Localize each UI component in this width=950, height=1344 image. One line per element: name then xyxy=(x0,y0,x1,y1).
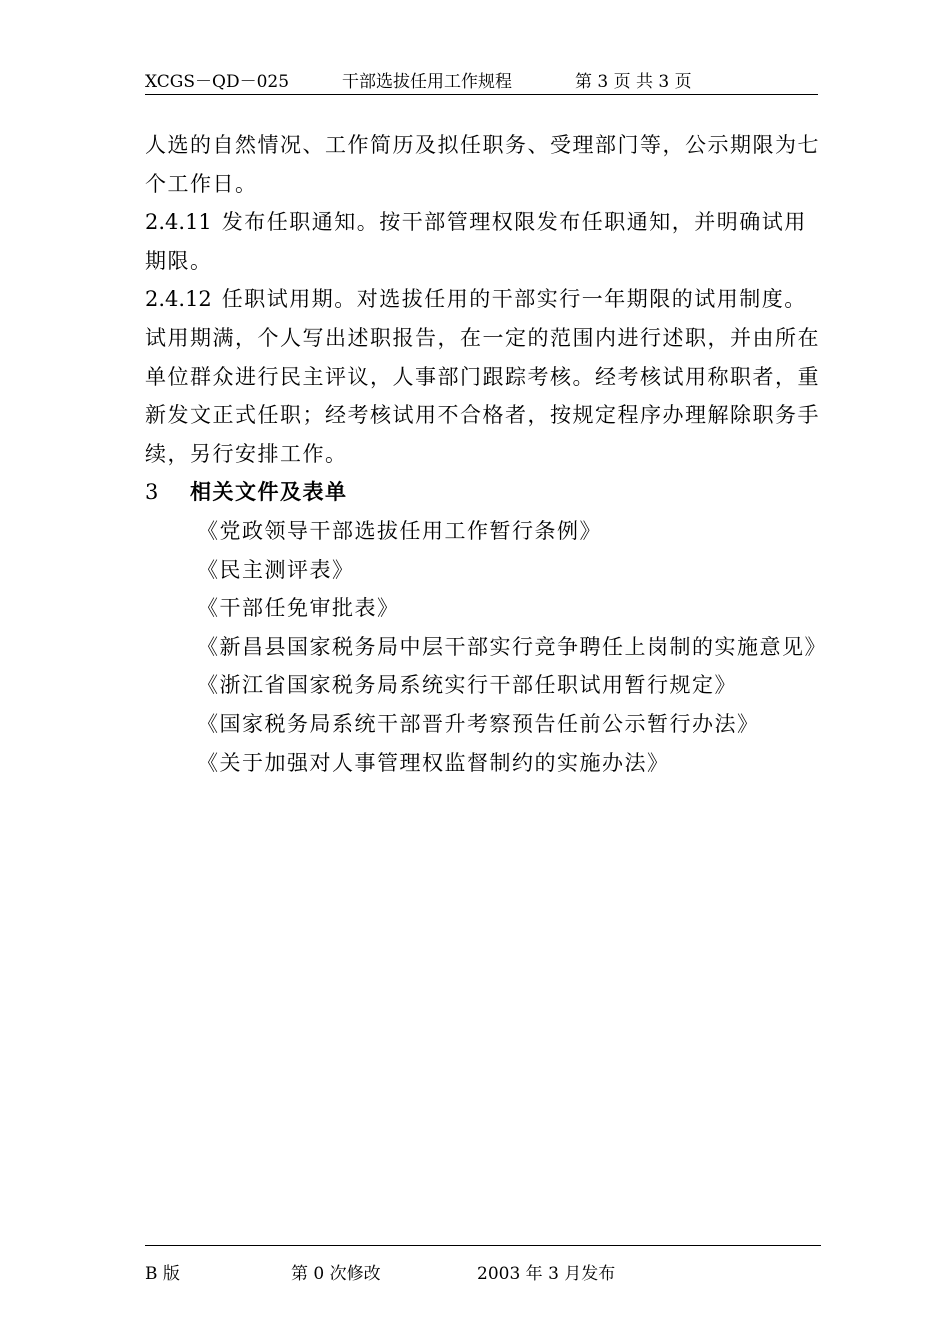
reference-item: 《党政领导干部选拔任用工作暂行条例》 xyxy=(197,518,602,543)
clause-text: 发布任职通知。按干部管理权限发布任职通知，并明确试用期限。 xyxy=(145,210,807,273)
paragraph-text: 人选的自然情况、工作简历及拟任职务、受理部门等，公示期限为七个工作日。 xyxy=(145,133,820,196)
document-code: XCGS－QD－025 xyxy=(145,72,290,92)
version-label: B 版 xyxy=(145,1264,180,1284)
clause-number: 2.4.12 xyxy=(145,287,212,312)
section-title: 相关文件及表单 xyxy=(190,479,348,505)
reference-item: 《民主测评表》 xyxy=(197,557,355,582)
release-date: 2003 年 3 月发布 xyxy=(477,1264,616,1284)
section-number: 3 xyxy=(145,480,160,505)
clause-2-4-12 xyxy=(145,280,825,473)
page-header xyxy=(145,64,818,95)
paragraph-continued xyxy=(145,126,825,203)
document-title: 干部选拔任用工作规程 xyxy=(342,72,512,92)
reference-item: 《国家税务局系统干部晋升考察预告任前公示暂行办法》 xyxy=(197,711,760,736)
page-number: 第 3 页 共 3 页 xyxy=(575,72,692,92)
document-body xyxy=(145,126,825,782)
reference-item: 《新昌县国家税务局中层干部实行竞争聘任上岗制的实施意见》 xyxy=(197,634,827,659)
clause-number: 2.4.11 xyxy=(145,210,212,235)
clause-text: 任职试用期。对选拔任用的干部实行一年期限的试用制度。试用期满，个人写出述职报告，在一定的范围内进行述职，并由所在单位群众进行民主评议，人事部门跟踪考核。经考核试用称职者，重新发文正式任职；经考核试用不合格者，按规定程序办理解除职务手续，另行安排工作。 xyxy=(145,287,820,466)
page-footer xyxy=(145,1245,821,1286)
reference-item: 《干部任免审批表》 xyxy=(197,596,400,621)
section-heading xyxy=(145,473,825,512)
clause-2-4-11 xyxy=(145,203,825,280)
reference-item: 《关于加强对人事管理权监督制约的实施办法》 xyxy=(197,750,670,775)
reference-item: 《浙江省国家税务局系统实行干部任职试用暂行规定》 xyxy=(197,673,737,698)
revision-label: 第 0 次修改 xyxy=(291,1264,381,1284)
